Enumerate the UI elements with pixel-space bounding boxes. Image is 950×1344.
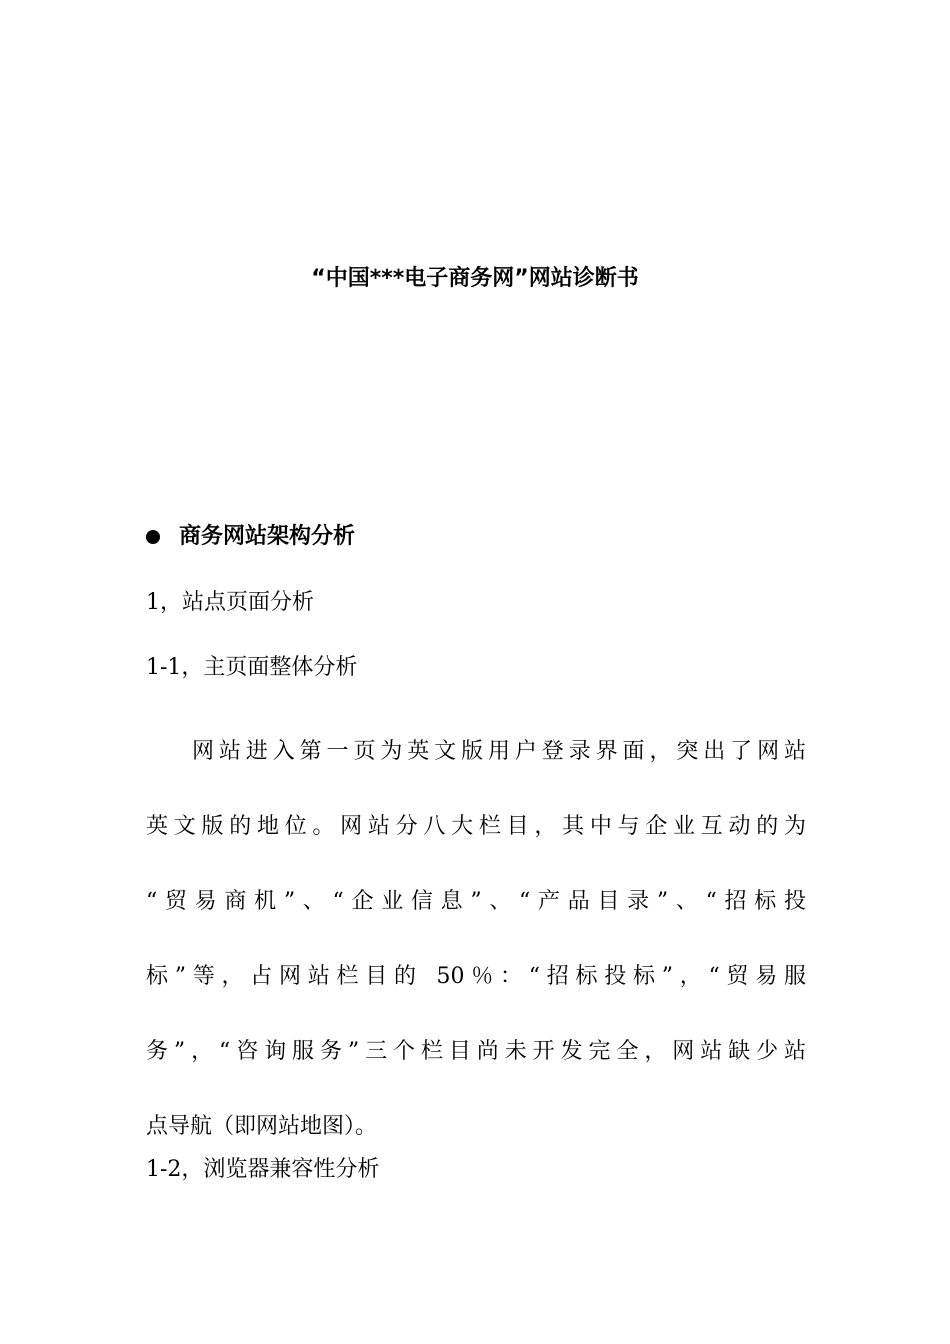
paragraph-line: 英文版的地位。网站分八大栏目，其中与企业互动的为 xyxy=(146,814,806,839)
paragraph-line: 务”，“咨询服务”三个栏目尚未开发完全，网站缺少站 xyxy=(146,1039,806,1064)
subsection-heading-1-2: 1-2，浏览器兼容性分析 xyxy=(146,1157,380,1182)
body-paragraph xyxy=(146,714,806,1164)
section-heading xyxy=(146,520,355,554)
document-title: “中国***电子商务网”网站诊断书 xyxy=(311,266,639,291)
subsection-heading-1-1: 1-1，主页面整体分析 xyxy=(146,655,358,680)
section-heading-text: 商务网站架构分析 xyxy=(179,524,356,549)
paragraph-line: “贸易商机”、“企业信息”、“产品目录”、“招标投 xyxy=(146,889,806,914)
paragraph-line: 点导航（即网站地图）。 xyxy=(146,1114,378,1139)
paragraph-line: 网站进入第一页为英文版用户登录界面，突出了网站 xyxy=(192,739,806,764)
subsection-heading-1: 1，站点页面分析 xyxy=(146,590,314,615)
paragraph-line: 标”等，占网站栏目的 50％：“招标投标”，“贸易服 xyxy=(146,964,806,989)
bullet-icon xyxy=(146,530,160,544)
